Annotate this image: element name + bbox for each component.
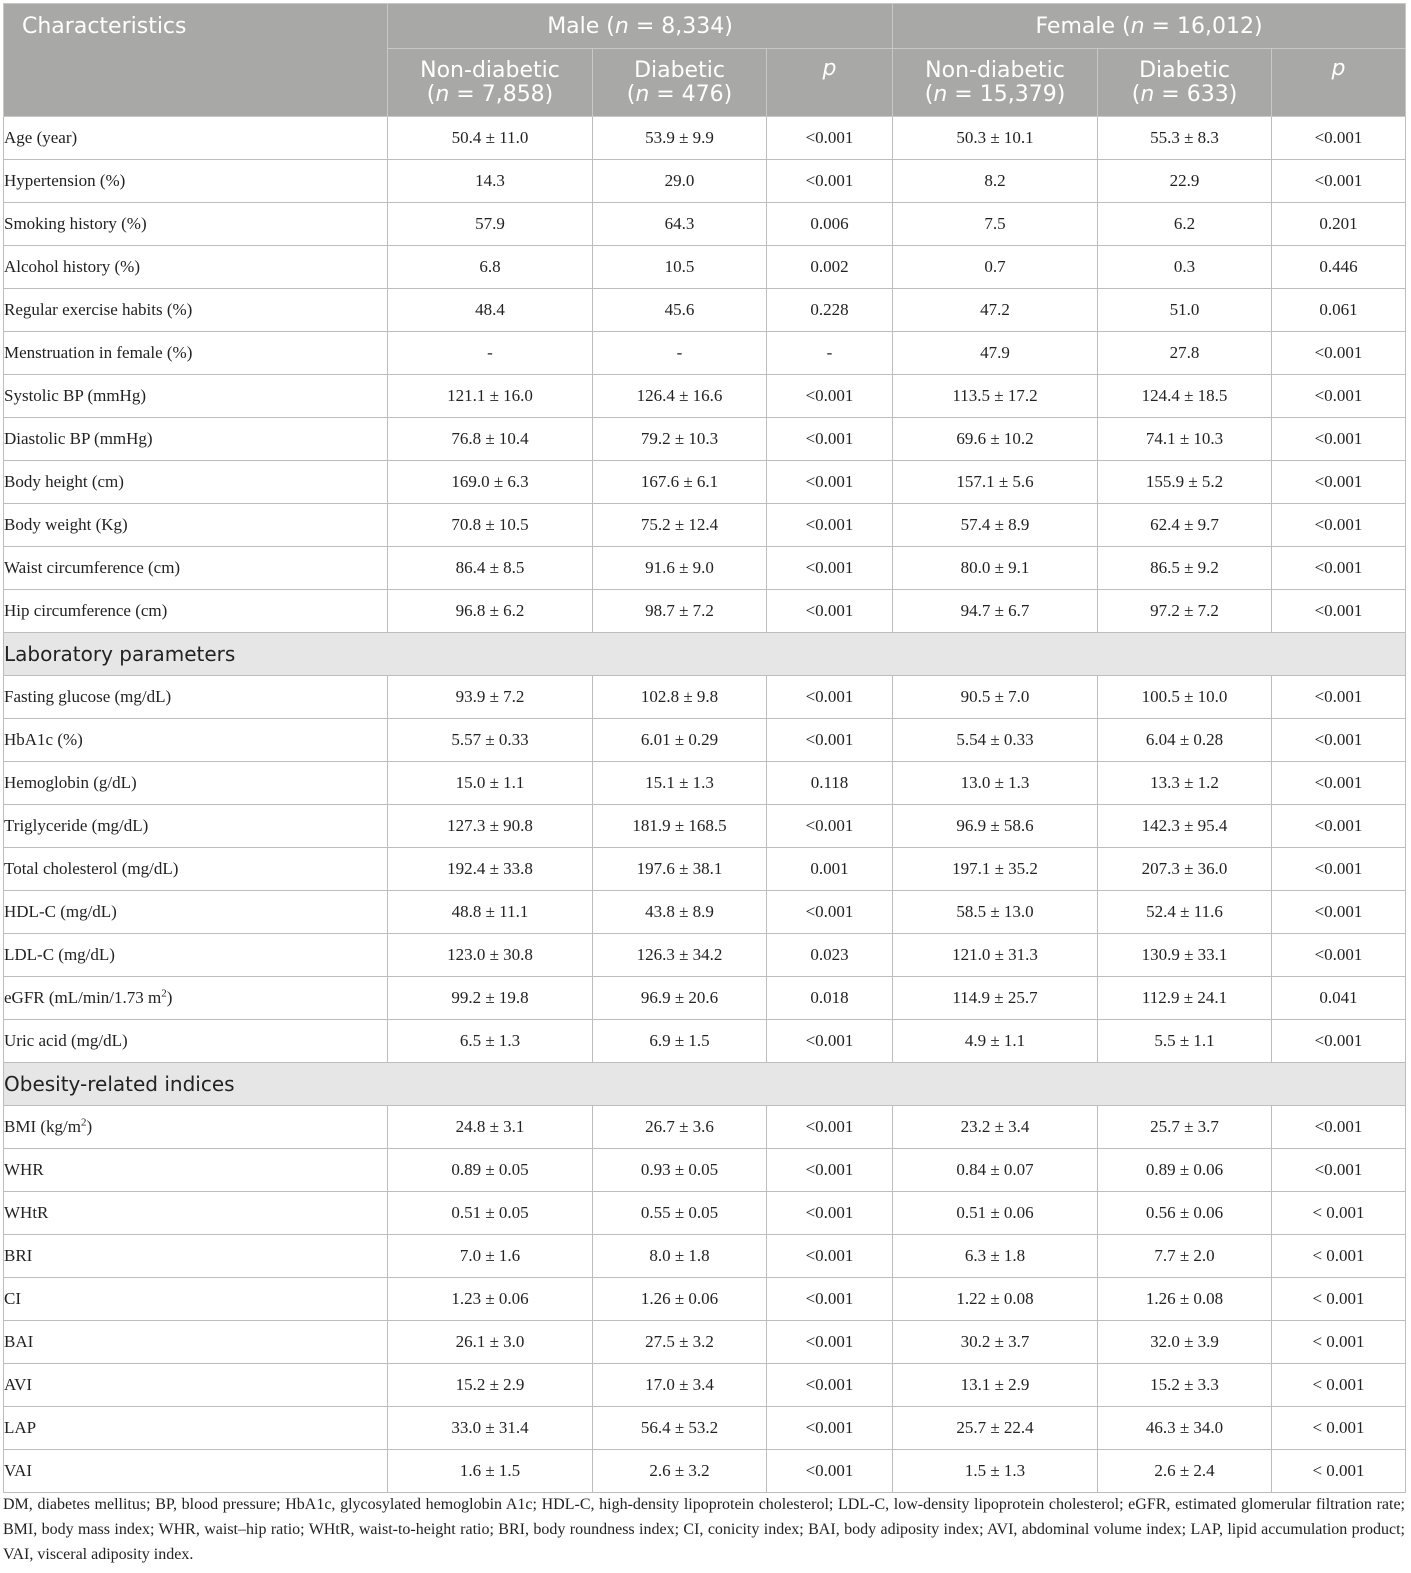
male-diabetic-value: 10.5 bbox=[593, 246, 767, 289]
section-title: Obesity-related indices bbox=[4, 1063, 1406, 1106]
male-diabetic-value: 56.4 ± 53.2 bbox=[593, 1407, 767, 1450]
characteristics-table bbox=[3, 3, 1406, 1493]
female-p-value: 0.446 bbox=[1272, 246, 1406, 289]
male-p-value: <0.001 bbox=[767, 805, 893, 848]
male-diabetic-value: 167.6 ± 6.1 bbox=[593, 461, 767, 504]
female-non-diabetic-value: 121.0 ± 31.3 bbox=[893, 934, 1098, 977]
male-p-value: <0.001 bbox=[767, 375, 893, 418]
table-row bbox=[4, 1235, 1406, 1278]
female-p-value: < 0.001 bbox=[1272, 1192, 1406, 1235]
table-row bbox=[4, 160, 1406, 203]
table-row bbox=[4, 203, 1406, 246]
male-diabetic-value: 27.5 ± 3.2 bbox=[593, 1321, 767, 1364]
row-label: eGFR (mL/min/1.73 $m^2$) bbox=[4, 977, 388, 1020]
male-non-diabetic-value: 57.9 bbox=[388, 203, 593, 246]
header-female-diabetic: Diabetic (n = 633) bbox=[1098, 49, 1272, 117]
table-footnote: DM, diabetes mellitus; BP, blood pressure; HbA1c, glycosylated hemoglobin A1c; HDL-C, high-density lipoprotein cholesterol; LDL-C, low-density lipoprotein cholesterol; eGFR, estimated glomerular filtration rate; BMI, body mass index; WHR, waist–hip ratio; WHtR, waist-to-height ratio; BRI, body roundness index; CI, conicity index; BAI, body adiposity index; AVI, abdominal volume index; LAP, lipid accumulation product; VAI, visceral adiposity index. bbox=[3, 1496, 1405, 1563]
female-p-value: <0.001 bbox=[1272, 1106, 1406, 1149]
table-row bbox=[4, 504, 1406, 547]
female-non-diabetic-value: 96.9 ± 58.6 bbox=[893, 805, 1098, 848]
female-non-diabetic-value: 0.7 bbox=[893, 246, 1098, 289]
male-non-diabetic-value: 127.3 ± 90.8 bbox=[388, 805, 593, 848]
male-p-value: <0.001 bbox=[767, 891, 893, 934]
row-label: WHR bbox=[4, 1149, 388, 1192]
female-diabetic-value: 130.9 ± 33.1 bbox=[1098, 934, 1272, 977]
row-label: Menstruation in female (%) bbox=[4, 332, 388, 375]
table-row bbox=[4, 676, 1406, 719]
female-non-diabetic-value: 6.3 ± 1.8 bbox=[893, 1235, 1098, 1278]
female-diabetic-value: 52.4 ± 11.6 bbox=[1098, 891, 1272, 934]
section-title: Laboratory parameters bbox=[4, 633, 1406, 676]
female-diabetic-value: 0.89 ± 0.06 bbox=[1098, 1149, 1272, 1192]
header-male-group: Male (n = 8,334) bbox=[388, 4, 893, 49]
male-p-value: <0.001 bbox=[767, 461, 893, 504]
row-label: Fasting glucose (mg/dL) bbox=[4, 676, 388, 719]
male-non-diabetic-value: 1.6 ± 1.5 bbox=[388, 1450, 593, 1493]
male-p-value: <0.001 bbox=[767, 1106, 893, 1149]
male-diabetic-value: 26.7 ± 3.6 bbox=[593, 1106, 767, 1149]
male-non-diabetic-value: 0.51 ± 0.05 bbox=[388, 1192, 593, 1235]
male-non-diabetic-value: 192.4 ± 33.8 bbox=[388, 848, 593, 891]
row-label: Regular exercise habits (%) bbox=[4, 289, 388, 332]
male-diabetic-value: 0.93 ± 0.05 bbox=[593, 1149, 767, 1192]
male-non-diabetic-value: 0.89 ± 0.05 bbox=[388, 1149, 593, 1192]
female-non-diabetic-value: 157.1 ± 5.6 bbox=[893, 461, 1098, 504]
table-row bbox=[4, 461, 1406, 504]
section-row bbox=[4, 1063, 1406, 1106]
table-row bbox=[4, 1364, 1406, 1407]
row-label: HDL-C (mg/dL) bbox=[4, 891, 388, 934]
male-diabetic-value: 17.0 ± 3.4 bbox=[593, 1364, 767, 1407]
header-female-non-diabetic: Non-diabetic (n = 15,379) bbox=[893, 49, 1098, 117]
row-label: Waist circumference (cm) bbox=[4, 547, 388, 590]
male-non-diabetic-value: 33.0 ± 31.4 bbox=[388, 1407, 593, 1450]
row-label: Alcohol history (%) bbox=[4, 246, 388, 289]
female-diabetic-value: 124.4 ± 18.5 bbox=[1098, 375, 1272, 418]
female-diabetic-value: 0.56 ± 0.06 bbox=[1098, 1192, 1272, 1235]
table-row bbox=[4, 977, 1406, 1020]
header-female-group: Female (n = 16,012) bbox=[893, 4, 1406, 49]
male-p-value: 0.023 bbox=[767, 934, 893, 977]
female-p-value: <0.001 bbox=[1272, 418, 1406, 461]
female-diabetic-value: 6.2 bbox=[1098, 203, 1272, 246]
female-non-diabetic-value: 30.2 ± 3.7 bbox=[893, 1321, 1098, 1364]
table-row bbox=[4, 332, 1406, 375]
male-p-value: <0.001 bbox=[767, 1020, 893, 1063]
female-diabetic-value: 5.5 ± 1.1 bbox=[1098, 1020, 1272, 1063]
female-p-value: <0.001 bbox=[1272, 1149, 1406, 1192]
female-diabetic-value: 62.4 ± 9.7 bbox=[1098, 504, 1272, 547]
row-label: WHtR bbox=[4, 1192, 388, 1235]
female-p-value: < 0.001 bbox=[1272, 1235, 1406, 1278]
row-label: VAI bbox=[4, 1450, 388, 1493]
row-label: Age (year) bbox=[4, 117, 388, 160]
female-non-diabetic-value: 0.51 ± 0.06 bbox=[893, 1192, 1098, 1235]
male-diabetic-value: 181.9 ± 168.5 bbox=[593, 805, 767, 848]
row-label: LAP bbox=[4, 1407, 388, 1450]
table-row bbox=[4, 762, 1406, 805]
male-p-value: 0.002 bbox=[767, 246, 893, 289]
female-p-value: <0.001 bbox=[1272, 891, 1406, 934]
female-p-value: <0.001 bbox=[1272, 805, 1406, 848]
female-p-value: <0.001 bbox=[1272, 375, 1406, 418]
male-diabetic-value: 45.6 bbox=[593, 289, 767, 332]
header-male-non-diabetic: Non-diabetic (n = 7,858) bbox=[388, 49, 593, 117]
female-non-diabetic-value: 13.0 ± 1.3 bbox=[893, 762, 1098, 805]
male-non-diabetic-value: 123.0 ± 30.8 bbox=[388, 934, 593, 977]
table-row bbox=[4, 848, 1406, 891]
table-row bbox=[4, 590, 1406, 633]
header-male-p: p bbox=[767, 49, 893, 117]
male-non-diabetic-value: 7.0 ± 1.6 bbox=[388, 1235, 593, 1278]
male-diabetic-value: 8.0 ± 1.8 bbox=[593, 1235, 767, 1278]
male-non-diabetic-value: 93.9 ± 7.2 bbox=[388, 676, 593, 719]
male-p-value: <0.001 bbox=[767, 1450, 893, 1493]
male-diabetic-value: 43.8 ± 8.9 bbox=[593, 891, 767, 934]
header-characteristics: Characteristics bbox=[4, 4, 388, 117]
row-label: Smoking history (%) bbox=[4, 203, 388, 246]
table-row bbox=[4, 547, 1406, 590]
male-p-value: <0.001 bbox=[767, 1235, 893, 1278]
female-p-value: < 0.001 bbox=[1272, 1321, 1406, 1364]
row-label: Hemoglobin (g/dL) bbox=[4, 762, 388, 805]
male-p-value: <0.001 bbox=[767, 547, 893, 590]
female-non-diabetic-value: 1.22 ± 0.08 bbox=[893, 1278, 1098, 1321]
female-non-diabetic-value: 5.54 ± 0.33 bbox=[893, 719, 1098, 762]
female-non-diabetic-value: 23.2 ± 3.4 bbox=[893, 1106, 1098, 1149]
row-label: BMI $(kg/m^2)$ bbox=[4, 1106, 388, 1149]
table-row bbox=[4, 1321, 1406, 1364]
female-diabetic-value: 2.6 ± 2.4 bbox=[1098, 1450, 1272, 1493]
male-p-value: 0.118 bbox=[767, 762, 893, 805]
male-non-diabetic-value: 14.3 bbox=[388, 160, 593, 203]
table-row bbox=[4, 246, 1406, 289]
female-non-diabetic-value: 90.5 ± 7.0 bbox=[893, 676, 1098, 719]
female-diabetic-value: 100.5 ± 10.0 bbox=[1098, 676, 1272, 719]
female-p-value: <0.001 bbox=[1272, 1020, 1406, 1063]
female-diabetic-value: 112.9 ± 24.1 bbox=[1098, 977, 1272, 1020]
male-non-diabetic-value: 6.8 bbox=[388, 246, 593, 289]
female-p-value: 0.041 bbox=[1272, 977, 1406, 1020]
male-non-diabetic-value: 86.4 ± 8.5 bbox=[388, 547, 593, 590]
female-diabetic-value: 207.3 ± 36.0 bbox=[1098, 848, 1272, 891]
female-non-diabetic-value: 94.7 ± 6.7 bbox=[893, 590, 1098, 633]
male-diabetic-value: 126.4 ± 16.6 bbox=[593, 375, 767, 418]
female-non-diabetic-value: 25.7 ± 22.4 bbox=[893, 1407, 1098, 1450]
table-row bbox=[4, 289, 1406, 332]
row-label: Diastolic BP (mmHg) bbox=[4, 418, 388, 461]
male-non-diabetic-value: 6.5 ± 1.3 bbox=[388, 1020, 593, 1063]
male-diabetic-value: 53.9 ± 9.9 bbox=[593, 117, 767, 160]
female-diabetic-value: 7.7 ± 2.0 bbox=[1098, 1235, 1272, 1278]
female-p-value: <0.001 bbox=[1272, 160, 1406, 203]
female-diabetic-value: 55.3 ± 8.3 bbox=[1098, 117, 1272, 160]
table-header bbox=[4, 4, 1406, 117]
male-non-diabetic-value: 169.0 ± 6.3 bbox=[388, 461, 593, 504]
female-diabetic-value: 6.04 ± 0.28 bbox=[1098, 719, 1272, 762]
female-p-value: 0.061 bbox=[1272, 289, 1406, 332]
female-diabetic-value: 1.26 ± 0.08 bbox=[1098, 1278, 1272, 1321]
male-non-diabetic-value: 15.0 ± 1.1 bbox=[388, 762, 593, 805]
female-diabetic-value: 25.7 ± 3.7 bbox=[1098, 1106, 1272, 1149]
female-non-diabetic-value: 114.9 ± 25.7 bbox=[893, 977, 1098, 1020]
male-diabetic-value: 15.1 ± 1.3 bbox=[593, 762, 767, 805]
male-p-value: 0.018 bbox=[767, 977, 893, 1020]
female-p-value: <0.001 bbox=[1272, 547, 1406, 590]
table-row bbox=[4, 1106, 1406, 1149]
female-p-value: <0.001 bbox=[1272, 719, 1406, 762]
male-non-diabetic-value: 48.4 bbox=[388, 289, 593, 332]
female-non-diabetic-value: 1.5 ± 1.3 bbox=[893, 1450, 1098, 1493]
male-diabetic-value: 98.7 ± 7.2 bbox=[593, 590, 767, 633]
female-diabetic-value: 86.5 ± 9.2 bbox=[1098, 547, 1272, 590]
header-male-diabetic: Diabetic (n = 476) bbox=[593, 49, 767, 117]
male-non-diabetic-value: 26.1 ± 3.0 bbox=[388, 1321, 593, 1364]
male-diabetic-value: 102.8 ± 9.8 bbox=[593, 676, 767, 719]
male-non-diabetic-value: 48.8 ± 11.1 bbox=[388, 891, 593, 934]
female-p-value: <0.001 bbox=[1272, 762, 1406, 805]
male-diabetic-value: - bbox=[593, 332, 767, 375]
table-row bbox=[4, 891, 1406, 934]
female-p-value: <0.001 bbox=[1272, 676, 1406, 719]
male-p-value: <0.001 bbox=[767, 1192, 893, 1235]
male-diabetic-value: 1.26 ± 0.06 bbox=[593, 1278, 767, 1321]
male-p-value: <0.001 bbox=[767, 504, 893, 547]
female-p-value: <0.001 bbox=[1272, 504, 1406, 547]
male-p-value: <0.001 bbox=[767, 1407, 893, 1450]
female-diabetic-value: 97.2 ± 7.2 bbox=[1098, 590, 1272, 633]
table-row bbox=[4, 805, 1406, 848]
female-p-value: <0.001 bbox=[1272, 461, 1406, 504]
female-non-diabetic-value: 197.1 ± 35.2 bbox=[893, 848, 1098, 891]
row-label: Body height (cm) bbox=[4, 461, 388, 504]
male-non-diabetic-value: 1.23 ± 0.06 bbox=[388, 1278, 593, 1321]
female-non-diabetic-value: 13.1 ± 2.9 bbox=[893, 1364, 1098, 1407]
female-non-diabetic-value: 113.5 ± 17.2 bbox=[893, 375, 1098, 418]
female-p-value: < 0.001 bbox=[1272, 1450, 1406, 1493]
table-row bbox=[4, 934, 1406, 977]
male-p-value: <0.001 bbox=[767, 418, 893, 461]
male-p-value: - bbox=[767, 332, 893, 375]
male-diabetic-value: 197.6 ± 38.1 bbox=[593, 848, 767, 891]
female-non-diabetic-value: 57.4 ± 8.9 bbox=[893, 504, 1098, 547]
female-diabetic-value: 74.1 ± 10.3 bbox=[1098, 418, 1272, 461]
male-diabetic-value: 79.2 ± 10.3 bbox=[593, 418, 767, 461]
male-non-diabetic-value: 76.8 ± 10.4 bbox=[388, 418, 593, 461]
male-diabetic-value: 91.6 ± 9.0 bbox=[593, 547, 767, 590]
male-diabetic-value: 64.3 bbox=[593, 203, 767, 246]
row-label: Systolic BP (mmHg) bbox=[4, 375, 388, 418]
male-non-diabetic-value: 15.2 ± 2.9 bbox=[388, 1364, 593, 1407]
female-diabetic-value: 155.9 ± 5.2 bbox=[1098, 461, 1272, 504]
table-row bbox=[4, 719, 1406, 762]
female-non-diabetic-value: 7.5 bbox=[893, 203, 1098, 246]
male-p-value: <0.001 bbox=[767, 1321, 893, 1364]
male-p-value: 0.001 bbox=[767, 848, 893, 891]
female-non-diabetic-value: 50.3 ± 10.1 bbox=[893, 117, 1098, 160]
male-non-diabetic-value: 121.1 ± 16.0 bbox=[388, 375, 593, 418]
row-label: AVI bbox=[4, 1364, 388, 1407]
row-label: Body weight (Kg) bbox=[4, 504, 388, 547]
row-label: CI bbox=[4, 1278, 388, 1321]
row-label: HbA1c (%) bbox=[4, 719, 388, 762]
female-non-diabetic-value: 47.2 bbox=[893, 289, 1098, 332]
female-diabetic-value: 0.3 bbox=[1098, 246, 1272, 289]
male-p-value: <0.001 bbox=[767, 160, 893, 203]
table-row bbox=[4, 375, 1406, 418]
row-label: BRI bbox=[4, 1235, 388, 1278]
header-female-p: p bbox=[1272, 49, 1406, 117]
table-row bbox=[4, 1407, 1406, 1450]
male-p-value: <0.001 bbox=[767, 117, 893, 160]
female-p-value: <0.001 bbox=[1272, 590, 1406, 633]
male-diabetic-value: 29.0 bbox=[593, 160, 767, 203]
table-row bbox=[4, 1450, 1406, 1493]
male-p-value: <0.001 bbox=[767, 1364, 893, 1407]
male-non-diabetic-value: 24.8 ± 3.1 bbox=[388, 1106, 593, 1149]
male-diabetic-value: 6.9 ± 1.5 bbox=[593, 1020, 767, 1063]
female-non-diabetic-value: 58.5 ± 13.0 bbox=[893, 891, 1098, 934]
female-non-diabetic-value: 4.9 ± 1.1 bbox=[893, 1020, 1098, 1063]
female-diabetic-value: 15.2 ± 3.3 bbox=[1098, 1364, 1272, 1407]
female-p-value: < 0.001 bbox=[1272, 1278, 1406, 1321]
male-diabetic-value: 96.9 ± 20.6 bbox=[593, 977, 767, 1020]
female-non-diabetic-value: 69.6 ± 10.2 bbox=[893, 418, 1098, 461]
male-diabetic-value: 126.3 ± 34.2 bbox=[593, 934, 767, 977]
table-row bbox=[4, 1278, 1406, 1321]
female-p-value: <0.001 bbox=[1272, 934, 1406, 977]
female-p-value: < 0.001 bbox=[1272, 1407, 1406, 1450]
table-body bbox=[4, 117, 1406, 1493]
female-diabetic-value: 22.9 bbox=[1098, 160, 1272, 203]
female-non-diabetic-value: 47.9 bbox=[893, 332, 1098, 375]
male-p-value: 0.006 bbox=[767, 203, 893, 246]
female-diabetic-value: 142.3 ± 95.4 bbox=[1098, 805, 1272, 848]
male-p-value: <0.001 bbox=[767, 719, 893, 762]
female-p-value: 0.201 bbox=[1272, 203, 1406, 246]
male-non-diabetic-value: 5.57 ± 0.33 bbox=[388, 719, 593, 762]
male-non-diabetic-value: 50.4 ± 11.0 bbox=[388, 117, 593, 160]
male-non-diabetic-value: 70.8 ± 10.5 bbox=[388, 504, 593, 547]
row-label: LDL-C (mg/dL) bbox=[4, 934, 388, 977]
female-non-diabetic-value: 8.2 bbox=[893, 160, 1098, 203]
female-diabetic-value: 13.3 ± 1.2 bbox=[1098, 762, 1272, 805]
female-non-diabetic-value: 80.0 ± 9.1 bbox=[893, 547, 1098, 590]
female-p-value: <0.001 bbox=[1272, 117, 1406, 160]
table-row bbox=[4, 418, 1406, 461]
row-label: Total cholesterol (mg/dL) bbox=[4, 848, 388, 891]
male-non-diabetic-value: - bbox=[388, 332, 593, 375]
male-p-value: <0.001 bbox=[767, 590, 893, 633]
row-label: BAI bbox=[4, 1321, 388, 1364]
table-row bbox=[4, 1149, 1406, 1192]
section-row bbox=[4, 633, 1406, 676]
row-label: Uric acid (mg/dL) bbox=[4, 1020, 388, 1063]
female-p-value: < 0.001 bbox=[1272, 1364, 1406, 1407]
male-non-diabetic-value: 96.8 ± 6.2 bbox=[388, 590, 593, 633]
male-p-value: <0.001 bbox=[767, 1149, 893, 1192]
male-diabetic-value: 6.01 ± 0.29 bbox=[593, 719, 767, 762]
female-p-value: <0.001 bbox=[1272, 848, 1406, 891]
male-diabetic-value: 75.2 ± 12.4 bbox=[593, 504, 767, 547]
female-non-diabetic-value: 0.84 ± 0.07 bbox=[893, 1149, 1098, 1192]
male-p-value: <0.001 bbox=[767, 1278, 893, 1321]
female-diabetic-value: 46.3 ± 34.0 bbox=[1098, 1407, 1272, 1450]
table-row bbox=[4, 1020, 1406, 1063]
male-diabetic-value: 2.6 ± 3.2 bbox=[593, 1450, 767, 1493]
row-label: Hip circumference (cm) bbox=[4, 590, 388, 633]
table-row bbox=[4, 117, 1406, 160]
female-diabetic-value: 51.0 bbox=[1098, 289, 1272, 332]
row-label: Triglyceride (mg/dL) bbox=[4, 805, 388, 848]
row-label: Hypertension (%) bbox=[4, 160, 388, 203]
table-row bbox=[4, 1192, 1406, 1235]
male-non-diabetic-value: 99.2 ± 19.8 bbox=[388, 977, 593, 1020]
male-diabetic-value: 0.55 ± 0.05 bbox=[593, 1192, 767, 1235]
female-diabetic-value: 32.0 ± 3.9 bbox=[1098, 1321, 1272, 1364]
female-diabetic-value: 27.8 bbox=[1098, 332, 1272, 375]
male-p-value: <0.001 bbox=[767, 676, 893, 719]
male-p-value: 0.228 bbox=[767, 289, 893, 332]
female-p-value: <0.001 bbox=[1272, 332, 1406, 375]
